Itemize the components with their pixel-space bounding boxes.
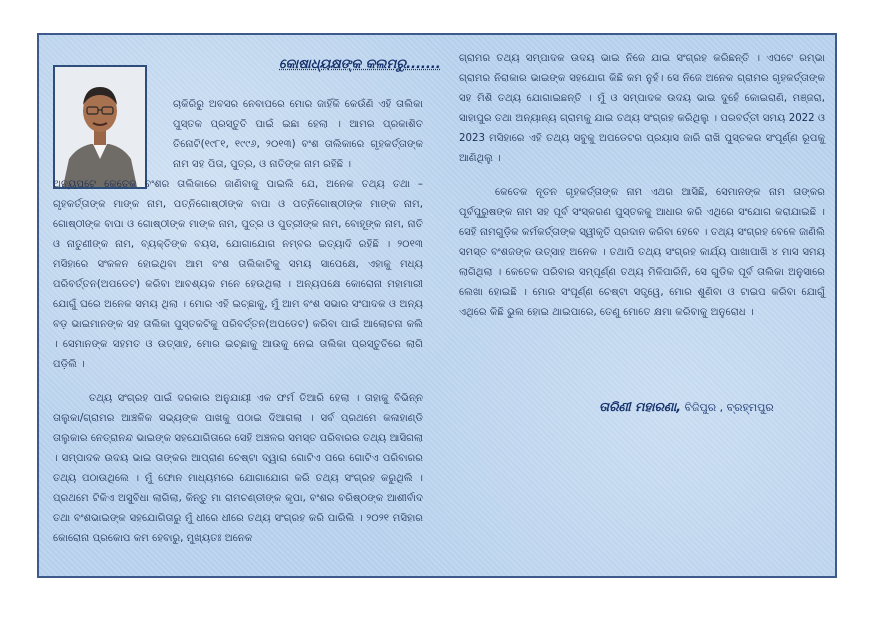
page-heading: କୋଷାଧ୍ୟକ୍ଷଙ୍କ କଲମରୁ.......	[279, 57, 441, 72]
right-paragraph-2: କେତେକ ନୂତନ ଗୃହକର୍ତ୍ତାଙ୍କ ନାମ ଏଥର ଆସିଛି, ସେମାନଙ୍କ ନାମ ତାଙ୍କର ପୂର୍ବପୁରୁଷଙ୍କ ନାମ ସହ ପୂର୍ବ ସଂସ୍କରଣ ପୁସ୍ତକକୁ ଆଧାର କରି ଏଥିରେ ସଂଯୋଗ କରାଯାଇଛି । ସେହି ନାମଗୁଡ଼ିକ କର୍ମକର୍ତ୍ତାଙ୍କ ସ୍ୱୀକୃତି ପ୍ରଦାନ କରିବା ହେବେ । ତଥ୍ୟ ସଂଗ୍ରହ ବେଳେ ଜାଣିଲି ସମସ୍ତ ବଂଶଜଙ୍କ ଉତ୍ସାହ ଅନେକ । ତଥାପି ତଥ୍ୟ ସଂଗ୍ରହ କାର୍ଯ୍ୟ ପାଖାପାଖି ୪ ମାସ ସମୟ ଲାଗିଥିଲା । କେତେକ ପରିବାର ସମ୍ପୂର୍ଣ୍ଣ ତଥ୍ୟ ମିଳିପାରିନି, ସେ ଗୁଡିକ ପୂର୍ବ ତାଲିକା ଅନୁସାରେ ଲେଖା ହୋଇଛି । ମୋର ସଂପୂର୍ଣ୍ଣ ଚେଷ୍ଟା ସତ୍ତ୍ୱେ, ମୋର ଶୁଣିବା ଓ ଟାଇପ କରିବା ଯୋଗୁଁ ଏଥିରେ କିଛି ଭୁଲ ହୋଇ ଥାଇପାରେ, ତେଣୁ ମୋତେ କ୍ଷମା କରିବାକୁ ଅନୁରୋଧ ।	[459, 187, 825, 318]
signature-name: ତାରିଣୀ ମହାରଣା,	[599, 399, 681, 414]
document-page	[37, 33, 837, 578]
intro-paragraph: ଚାକିରିରୁ ଅବସର ନେବାପରେ ମୋର ଜାହିଁକି କେଉଁଣି ଏହି ତାଲିକା ପୁସ୍ତକ ପ୍ରସ୍ତୁତି ପାଇଁ ଇଛା ହେଲା । ଆମର ପ୍ରକାଶିତ ତିନୋଟି(୧୯୮୧, ୧୯୯୬, ୨୦୧୩) ବଂଶ ତାଲିକାରେ ଗୃହକର୍ତ୍ତାଙ୍କ ନାମ ସହ ପିତା, ପୁତ୍ର, ଓ ନାତିଙ୍କ ନାମ ରହିଛି ।	[173, 99, 423, 170]
left-column	[53, 95, 423, 549]
signature	[599, 399, 774, 415]
signature-place: ବିଜିପୁର , ବ୍ରହ୍ମପୁର	[684, 401, 774, 414]
paragraph-2: ତଥ୍ୟ ସଂଗ୍ରହ ପାଇଁ ଦରକାର ଅନୁଯାୟୀ ଏକ ଫର୍ମ ତିଆରି ହେଲା । ତାହାକୁ ବିଭିନ୍ନ ତାଲୁକା/ଗ୍ରାମର ଆଞ୍ଚଳିକ ସଭ୍ୟଙ୍କ ପାଖକୁ ପଠାଇ ଦିଆଗଲା । ସର୍ବ ପ୍ରଥମେ କଳାହାଣ୍ଡି ତାଲୁକାର ନେତ୍ରାନନ୍ଦ ଭାଇଙ୍କ ସହଯୋଗିତାରେ ସେହି ଅଞ୍ଚଳର ସମସ୍ତ ପରିବାରର ତଥ୍ୟ ଆସିଗଲା । ସମ୍ପାଦକ ଉଦୟ ଭାଇ ତାଙ୍କର ଆପ୍ରାଣ ଚେଷ୍ଟା ଦ୍ୱାରା ଗୋଟିଏ ପରେ ଗୋଟିଏ ପରିବାରର ତଥ୍ୟ ପଠାଉଥିଲେ । ମୁଁ ଫୋନ ମାଧ୍ୟମରେ ଯୋଗାଯୋଗ କରି ତଥ୍ୟ ସଂଗ୍ରହ କରୁଥିଲି । ପ୍ରଥମେ ଟିକିଏ ଅସୁବିଧା ଲାଗିଲା, କିନ୍ତୁ ମା ରାମଚଣ୍ଡୀଙ୍କ କୃପା, ବଂଶର ବରିଷ୍ଠଙ୍କ ଆଶୀର୍ବାଦ ତଥା ବଂଶଭାଇଙ୍କ ସହଯୋଗିତାରୁ ମୁଁ ଧୀରେ ଧୀରେ ତଥ୍ୟ ସଂଗ୍ରହ କରି ପାରିଲି । ୨୦୨୧ ମସିହାର କୋରୋନା ପ୍ରକୋପ କମ ହେବାରୁ, ମୁଖ୍ୟତଃ ଅନେକ	[53, 393, 423, 544]
paragraph-1-continued: ଅନ୍ୟପଟେ କେତେକ ବଂଶର ତାଲିକାରେ ଜାଣିବାକୁ ପାଇଲି ଯେ, ଅନେକ ତଥ୍ୟ ତଥା – ଗୃହକର୍ତ୍ତାଙ୍କ ମାଙ୍କ ନାମ, ପତ୍ନିଗୋଷ୍ଠୀଙ୍କ ବାପା ଓ ପତ୍ନିଗୋଷ୍ଠୀଙ୍କ ମାଙ୍କ ନାମ, ଗୋଷ୍ଠୀଙ୍କ ବାପା ଓ ଗୋଷ୍ଠୀଙ୍କ ମାଙ୍କ ନାମ, ପୁତ୍ର ଓ ପୁତ୍ରୀଙ୍କ ନାମ, ବୋହୂଙ୍କ ନାମ, ନାତି ଓ ନାତୁଣୀଙ୍କ ନାମ, ବ୍ୟକ୍ତିଙ୍କ ବୟସ, ଯୋଗାଯୋଗ ନମ୍ବର ଇତ୍ୟାଦି ରହିଛି । ୨୦୧୩ ମସିହାରେ ସଂକଳନ ହୋଇଥିବା ଆମ ବଂଶ ତାଲିକାଟିକୁ ସମୟ ସାପେକ୍ଷେ, ଏହାକୁ ମଧ୍ୟ ପରିବର୍ତ୍ତନ(ଅପଡେଟ) କରିବା ଆବଶ୍ୟକ ମନେ ହେଉଥିଲା । ଅନ୍ୟପକ୍ଷେ କୋରୋନା ମହାମାରୀ ଯୋଗୁଁ ଘରେ ଅନେକ ସମୟ ଥିଲା । ମୋର ଏହି ଇଚ୍ଛାକୁ, ମୁଁ ଆମ ବଂଶ ସଭାର ସଂପାଦକ ଓ ଅନ୍ୟ ବଡ଼ ଭାଇମାନଙ୍କ ସହ ତାଲିକା ପୁସ୍ତକଟିକୁ ପରିବର୍ତ୍ତନ(ଅପଡେଟ) କରିବା ପାଇଁ ଆଲୋଚନା କଲି । ସେମାନଙ୍କ ସହମତ ଓ ଉତ୍ସାହ, ମୋର ଇଚ୍ଛାକୁ ଆଉକୁ ନେଇ ତାଲିକା ପ୍ରସ୍ତୁତିରେ ଲାଗି ପଡ଼ିଲି ।	[53, 179, 423, 370]
right-column	[459, 49, 825, 323]
right-paragraph-1: ଗ୍ରାମର ତଥ୍ୟ ସମ୍ପାଦକ ଉଦୟ ଭାଇ ନିଜେ ଯାଇ ସଂଗ୍ରହ କରିଛନ୍ତି । ଏପଟେ ରମ୍ଭା ଗ୍ରାମର ନିରାକାର ଭାଇଙ୍କ ସହଯୋଗ କିଛି କମ ନୁହଁ। ସେ ନିଜେ ଅନେକ ଗ୍ରାମର ଗୃହକର୍ତ୍ତାଙ୍କ ସହ ମିଶି ତଥ୍ୟ ଯୋଗାଇଛନ୍ତି । ମୁଁ ଓ ସମ୍ପାଦକ ଉଦୟ ଭାଇ ଦୁହେଁ କୋଇରାଣି, ମଞ୍ଜରା, ସାହାପୁର ତଥା ଅନ୍ୟାନ୍ୟ ଗ୍ରାମକୁ ଯାଇ ତଥ୍ୟ ସଂଗ୍ରହ କରିଥିଲୁ । ପରବର୍ତ୍ତୀ ସମୟ 2022 ଓ 2023 ମସିହାରେ ଏହି ତଥ୍ୟ ସବୁକୁ ଅପଡେଟର ପ୍ରୟାସ ଜାରି ରାଖି ପୁସ୍ତକର ସଂପୂର୍ଣ୍ଣ ରୂପକୁ ଆଣିଥିଲୁ ।	[459, 53, 825, 164]
